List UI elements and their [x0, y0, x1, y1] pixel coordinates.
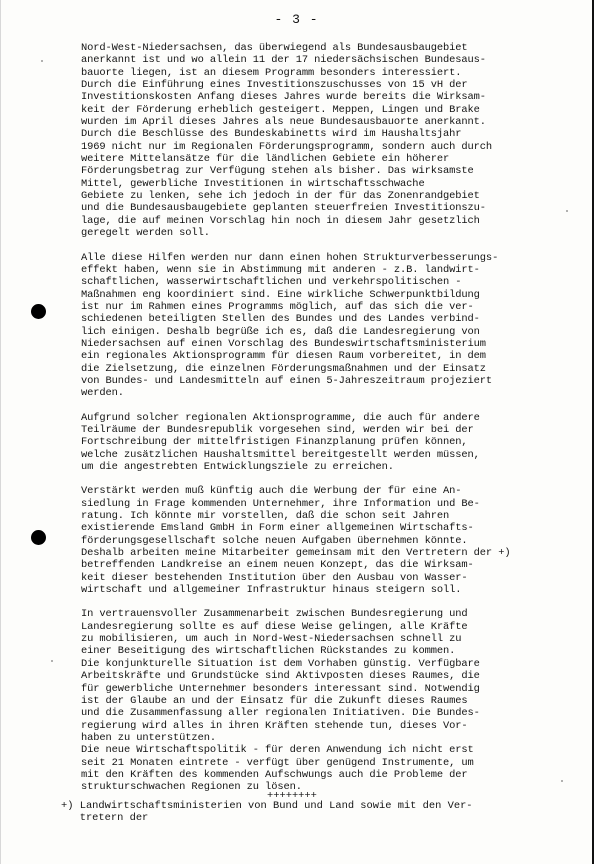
text-line: schiedenen beteiligten Stellen des Bundes und des Landes verbind- — [81, 313, 480, 326]
text-line: Arbeitskräfte und Grundstücke sind Aktivposten dieses Raumes, die — [81, 670, 480, 683]
text-line: strukturschwachen Regionen zu lösen. — [81, 781, 302, 794]
document-body — [81, 42, 553, 806]
text-line: wurden im April dieses Jahres als neue Bundesausbauorte anerkannt. — [81, 116, 486, 129]
text-line: bauorte liegen, ist an diesem Programm besonders interessiert. — [81, 66, 462, 79]
text-line: keit dieser bestehenden Institution über den Ausbau von Wasser- — [81, 571, 468, 584]
text-line: Förderungsbetrag zur Verfügung stehen als bisher. Das wirksamste — [81, 165, 474, 178]
scan-speck — [566, 210, 568, 212]
scan-speck — [41, 60, 43, 62]
text-line: welche zusätzlichen Haushaltsmittel bereitgestellt werden müssen, — [81, 448, 480, 461]
text-line: ist nur im Rahmen eines Programms möglich, auf das sich die ver- — [81, 300, 474, 313]
text-line: förderungsgesellschaft solche neuen Aufgaben übernehmen könnte. — [81, 534, 468, 547]
text-line: Niedersachsen auf einen Vorschlag des Bundeswirtschaftsministerium — [81, 337, 486, 350]
text-line: Die konjunkturelle Situation ist dem Vorhaben günstig. Verfügbare — [81, 657, 480, 670]
paragraph — [81, 42, 553, 240]
text-line: siedlung in Frage kommenden Unternehmer, ihre Information und Be- — [81, 497, 480, 510]
text-line: regierung wird alles in ihren Kräften stehende tun, dieses Vor- — [81, 719, 468, 732]
text-line: 1969 nicht nur im Regionalen Förderungsprogramm, sondern auch durch — [81, 140, 493, 153]
footnote-separator: ++++++++ — [267, 790, 317, 802]
text-line: zu mobilisieren, um auch in Nord-West-Niedersachsen schnell zu — [81, 633, 462, 646]
page-number: - 3 - — [274, 12, 319, 27]
text-line: lich einigen. Deshalb begrüße ich es, daß die Landesregierung von — [81, 325, 480, 338]
text-line: In vertrauensvoller Zusammenarbeit zwischen Bundesregierung und — [81, 608, 468, 621]
text-line: existierende Emsland GmbH in Form einer allgemeinen Wirtschafts- — [81, 522, 474, 535]
scan-speck — [51, 660, 53, 662]
text-line: von Bundes- und Landesmitteln auf einen 5-Jahreszeitraum projeziert — [81, 374, 493, 387]
text-line: haben zu unterstützen. — [81, 731, 216, 744]
paragraph — [81, 412, 553, 474]
scan-speck — [561, 780, 563, 782]
text-line: betreffenden Landkreise an einem neuen Konzept, das die Wirksam- — [81, 559, 474, 572]
text-line: Fortschreibung der mittelfristigen Finanzplanung prüfen können, — [81, 436, 468, 449]
text-line: anerkannt ist und wo allein 11 der 17 niedersächsischen Bundesaus- — [81, 54, 486, 67]
text-line: werden. — [81, 387, 124, 400]
text-line: geregelt werden soll. — [81, 227, 210, 240]
text-line: Landesregierung sollte es auf diese Weise gelingen, alle Kräfte — [81, 620, 468, 633]
text-line: für gewerbliche Unternehmer besonders interessant sind. Notwendig — [81, 682, 480, 695]
text-line: ist der Glaube an und der Einsatz für die Zukunft dieses Raumes — [81, 694, 468, 707]
text-line: Verstärkt werden muß künftig auch die Werbung der für eine An- — [81, 485, 462, 498]
text-line: Teilräume der Bundesrepublik vorgesehen sind, werden wir bei der — [81, 423, 474, 436]
text-line: ratung. Ich könnte mir vorstellen, daß die schon seit Jahren — [81, 510, 450, 523]
footnote — [61, 800, 551, 825]
text-line: Deshalb arbeiten meine Mitarbeiter gemeinsam mit den Vertretern der +) — [81, 547, 511, 560]
text-line: Nord-West-Niedersachsen, das überwiegend als Bundesausbaugebiet — [81, 42, 468, 54]
text-line: effekt haben, wenn sie in Abstimmung mit anderen - z.B. landwirt- — [81, 263, 480, 276]
text-line: Gebiete zu lenken, sehe ich jedoch in der für das Zonenrandgebiet — [81, 190, 480, 203]
paragraph — [81, 252, 553, 400]
text-line: mit den Kräften des kommenden Aufschwungs auch die Probleme der — [81, 768, 468, 781]
text-line: die Zielsetzung, die einzelnen Förderungsmaßnahmen und der Einsatz — [81, 362, 486, 375]
text-line: lage, die auf meinen Vorschlag hin noch in diesem Jahr gesetzlich — [81, 214, 480, 227]
text-line: Maßnahmen eng koordiniert sind. Eine wirkliche Schwerpunktbildung — [81, 288, 480, 301]
footnote-line: tretern der — [61, 812, 149, 825]
paragraph — [81, 608, 553, 793]
text-line: Durch die Einführung eines Investitionszuschusses von 15 vH der — [81, 79, 468, 92]
text-line: wirtschaft und allgemeiner Infrastruktur hinaus steigern soll. — [81, 584, 462, 597]
text-line: um die angestrebten Entwicklungsziele zu erreichen. — [81, 461, 394, 473]
text-line: schaftlichen, wasserwirtschaftlichen und verkehrspolitischen - — [81, 276, 462, 289]
text-line: Die neue Wirtschaftspolitik - für deren Anwendung ich nicht erst — [81, 744, 474, 757]
text-line: weitere Mittelansätze für die ländlichen Gebiete ein höherer — [81, 153, 450, 166]
text-line: Mittel, gewerbliche Investitionen in wirtschaftsschwache — [81, 177, 425, 190]
paragraph — [81, 485, 553, 596]
text-line: und die Bundesausbaugebiete geplanten steuerfreien Investitionszu- — [81, 202, 486, 215]
text-line: Durch die Beschlüsse des Bundeskabinetts wird im Haushaltsjahr — [81, 128, 462, 141]
text-line: und die Zusammenfassung aller regionalen Initiativen. Die Bundes- — [81, 707, 480, 720]
punch-hole-top — [31, 304, 46, 319]
text-line: ein regionales Aktionsprogramm für diesen Raum vorbereitet, in dem — [81, 350, 486, 363]
text-line: Investitionskosten Anfang dieses Jahres wurde bereits die Wirksam- — [81, 91, 486, 104]
text-line: einer Beseitigung des wirtschaftlichen Rückstandes zu kommen. — [81, 645, 456, 658]
text-line: keit der Förderung erheblich gesteigert. Meppen, Lingen und Brake — [81, 103, 480, 116]
text-line: seit 21 Monaten eintrete - verfügt über genügend Instrumente, um — [81, 756, 474, 769]
text-line: Aufgrund solcher regionalen Aktionsprogramme, die auch für andere — [81, 411, 480, 424]
punch-hole-bottom — [31, 530, 46, 545]
text-line: Alle diese Hilfen werden nur dann einen hohen Strukturverbesserungs- — [81, 251, 499, 264]
footnote-line: +) Landwirtschaftsministerien von Bund und Land sowie mit den Ver- — [61, 800, 473, 812]
